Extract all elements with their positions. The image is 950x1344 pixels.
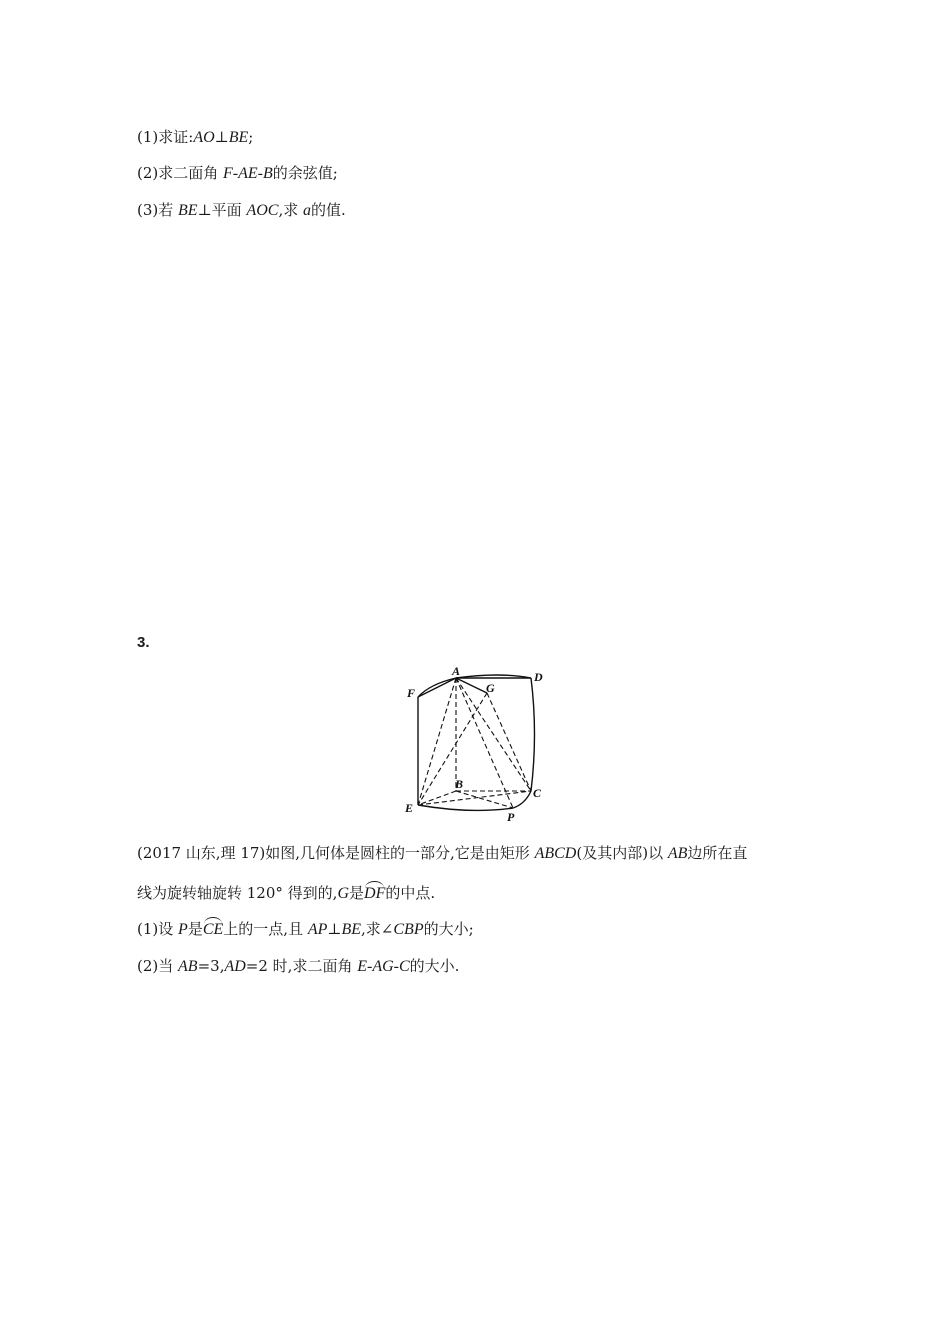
text: 的值. [311, 201, 346, 219]
text: =3, [197, 957, 225, 975]
edge-DC [531, 678, 535, 791]
text: 的大小. [409, 957, 460, 975]
arc-DF: DF [364, 885, 386, 902]
text: ,求∠ [361, 920, 394, 938]
label-D: D [534, 670, 543, 684]
perp-symbol: ⊥ [214, 128, 229, 146]
math-var: G [337, 885, 349, 902]
math-var: E-AG-C [357, 958, 410, 975]
math-var: AOC [246, 202, 279, 219]
text: (2)当 [137, 957, 179, 975]
text: (2)求二面角 [137, 164, 224, 182]
label-G: G [486, 681, 495, 695]
text: 的余弦值; [272, 164, 338, 182]
math-var: AP [307, 921, 328, 938]
edge-GE [418, 693, 487, 805]
q3-part-2 [137, 956, 459, 977]
math-var: CBP [393, 921, 424, 938]
q3-stem-line-1 [137, 843, 747, 864]
text: ; [248, 128, 254, 146]
text: (1)求证: [137, 128, 194, 146]
label-P: P [507, 810, 515, 824]
prev-part-2 [137, 163, 338, 184]
label-C: C [533, 786, 542, 800]
math-var: AB [178, 958, 198, 975]
math-var: BE [341, 921, 362, 938]
edge-FA [418, 678, 456, 697]
math-var: F-AE-B [223, 165, 273, 182]
text: ,求 [278, 201, 303, 219]
math-var: a [303, 202, 311, 219]
math-var: AD [224, 958, 246, 975]
perp-symbol: ⊥ [327, 920, 342, 938]
math-var: AB [667, 845, 688, 862]
text: 是 [187, 920, 203, 938]
math-var: ABCD [534, 845, 577, 862]
text: (1)设 [137, 920, 179, 938]
text: =2 时,求二面角 [245, 957, 358, 975]
text: (3)若 [137, 201, 179, 219]
text: 上的一点,且 [223, 920, 308, 938]
edge-GC [487, 693, 531, 791]
text: (2017 山东,理 17)如图,几何体是圆柱的一部分,它是由矩形 [137, 844, 535, 862]
text: 的大小; [423, 920, 474, 938]
edge-AP [456, 678, 513, 808]
text: ⊥平面 [197, 201, 247, 219]
arc-CE: CE [202, 921, 224, 938]
label-E: E [405, 801, 414, 815]
text: 边所在直 [687, 844, 748, 862]
label-F: F [407, 686, 416, 700]
question-number: 3. [137, 634, 150, 651]
q3-stem-line-2 [137, 883, 435, 904]
text: 是 [349, 884, 365, 902]
cylinder-figure [400, 664, 560, 824]
prev-part-1 [137, 127, 253, 148]
label-A: A [452, 664, 461, 678]
math-var: AO [193, 129, 215, 146]
math-var: BE [178, 202, 198, 219]
edge-BP [456, 791, 513, 808]
text: (及其内部)以 [576, 844, 668, 862]
edge-EC [418, 791, 531, 805]
math-var: BE [228, 129, 249, 146]
math-var: P [178, 921, 188, 938]
text: 线为旋转轴旋转 120° 得到的, [137, 884, 338, 902]
bottom-arc-EC [418, 791, 531, 810]
label-B: B [455, 777, 464, 791]
edge-AE [418, 678, 456, 805]
prev-part-3 [137, 200, 346, 221]
text: 的中点. [385, 884, 436, 902]
q3-part-1 [137, 919, 474, 940]
